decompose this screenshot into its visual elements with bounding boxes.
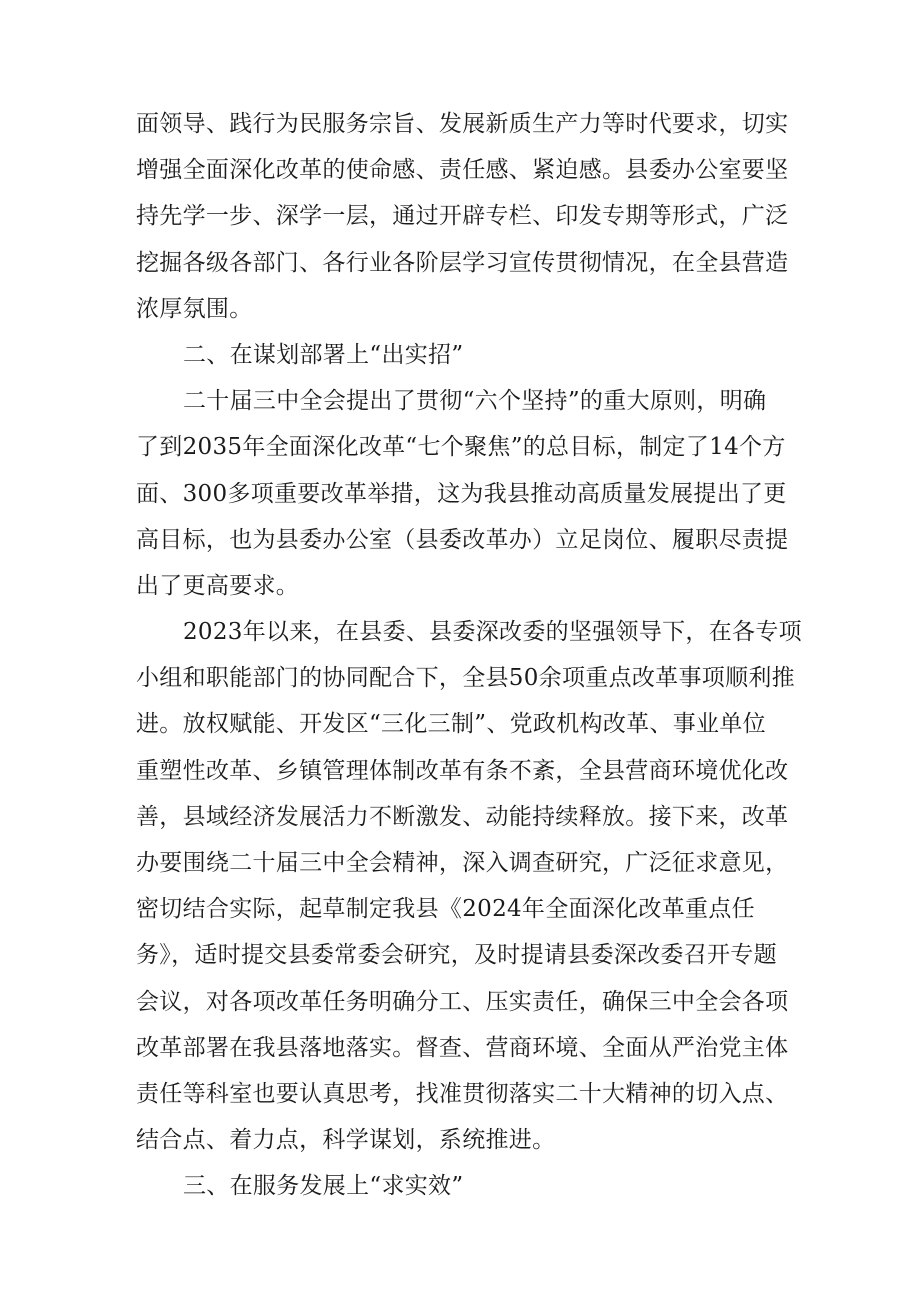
text-line: 2023年以来，在县委、县委深改委的坚强领导下，在各专项	[183, 619, 802, 646]
text-line: 持先学一步、深学一层，通过开辟专栏、印发专期等形式，广泛	[136, 203, 789, 230]
text-line: 二十届三中全会提出了贯彻“六个坚持”的重大原则，明确	[183, 388, 767, 415]
text-line: 善，县域经济发展活力不断激发、动能持续释放。接下来，改革	[136, 803, 789, 830]
text-line: 重塑性改革、乡镇管理体制改革有条不紊，全县营商环境优化改	[136, 757, 789, 784]
text-line: 会议，对各项改革任务明确分工、压实责任，确保三中全会各项	[136, 988, 789, 1015]
text-line: 小组和职能部门的协同配合下，全县50余项重点改革事项顺利推	[136, 665, 795, 692]
text-line: 出了更高要求。	[136, 572, 300, 599]
text-line: 面、300多项重要改革举措，这为我县推动高质量发展提出了更	[136, 480, 787, 507]
text-line: 高目标，也为县委办公室（县委改革办）立足岗位、履职尽责提	[136, 526, 789, 553]
text-line: 改革部署在我县落地落实。督查、营商环境、全面从严治党主体	[136, 1034, 789, 1061]
text-line: 责任等科室也要认真思考，找准贯彻落实二十大精神的切入点、	[136, 1080, 789, 1107]
section-heading-2: 二、在谋划部署上“出实招”	[183, 341, 464, 368]
text-line: 务》，适时提交县委常委会研究，及时提请县委深改委召开专题	[136, 942, 777, 969]
text-line: 面领导、践行为民服务宗旨、发展新质生产力等时代要求，切实	[136, 111, 789, 137]
text-line: 进。放权赋能、开发区“三化三制”、党政机构改革、事业单位	[136, 711, 766, 738]
text-line: 密切结合实际，起草制定我县《2024年全面深化改革重点任	[136, 896, 755, 923]
section-heading-3: 三、在服务发展上“求实效”	[183, 1173, 464, 1200]
text-line: 浓厚氛围。	[136, 295, 253, 322]
text-line: 办要围绕二十届三中全会精神，深入调查研究，广泛征求意见，	[136, 850, 789, 876]
text-line: 增强全面深化改革的使命感、责任感、紧迫感。县委办公室要坚	[136, 157, 789, 184]
text-line: 了到2035年全面深化改革“七个聚焦”的总目标，制定了14个方	[136, 434, 786, 461]
text-line: 结合点、着力点，科学谋划，系统推进。	[136, 1127, 556, 1154]
document-body	[136, 101, 802, 1210]
text-line: 挖掘各级各部门、各行业各阶层学习宣传贯彻情况，在全县营造	[136, 249, 789, 276]
